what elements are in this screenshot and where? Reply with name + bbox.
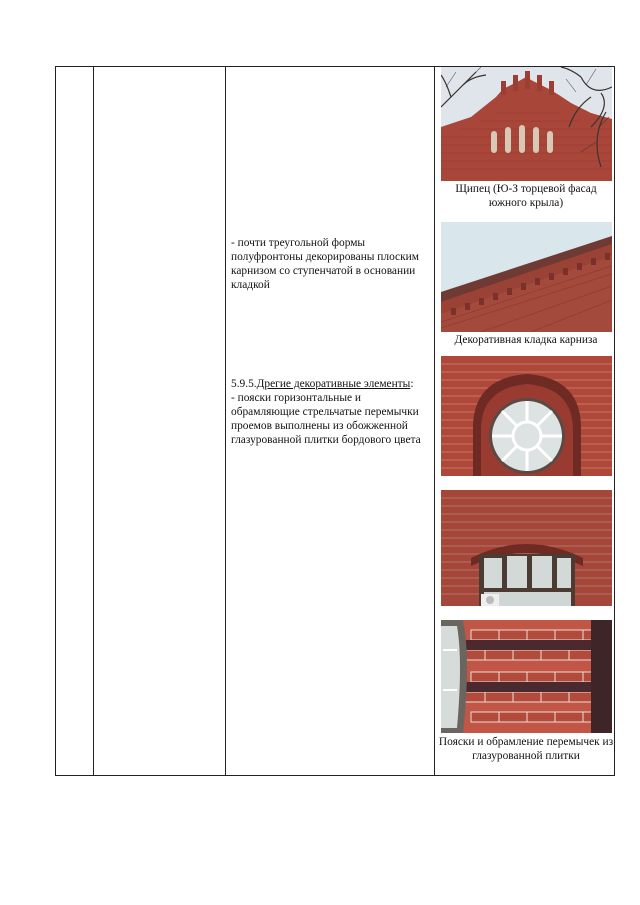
photo-cornice	[441, 222, 612, 332]
gable-description	[231, 236, 427, 292]
caption-gable: Щипец (Ю-З торцевой фасад южного крыла)	[455, 183, 597, 209]
section-decorative-elements	[231, 377, 427, 447]
table-column-divider-3	[434, 66, 435, 775]
caption-cornice: Декоративная кладка карниза	[454, 334, 598, 346]
table-column-divider-1	[93, 66, 94, 775]
gable-description-text: - почти треугольной формы полуфронтоны декорированы плоским карнизом со ступенчатой в основании кладкой	[231, 237, 419, 291]
photo-glazed-bands	[441, 620, 612, 733]
table-border-right	[614, 66, 615, 775]
section-colon: :	[410, 378, 414, 390]
caption-glazed-bands: Пояски и обрамление перемычек из глазурованной плитки	[438, 736, 614, 762]
section-body: - пояски горизонтальные и обрамляющие стрельчатые перемычки проемов выполнены из обожженной глазурованной плитки бордового цвета	[231, 392, 421, 446]
table-border-bottom	[55, 775, 615, 776]
section-number: 5.9.5.	[231, 378, 257, 390]
photo-round-window	[441, 356, 612, 476]
photo-gable	[441, 67, 612, 181]
table-border-left	[55, 66, 56, 775]
photo-window-lintel	[441, 490, 612, 606]
section-title: Дрегие декоративные элементы	[256, 378, 411, 390]
table-column-divider-2	[225, 66, 226, 775]
